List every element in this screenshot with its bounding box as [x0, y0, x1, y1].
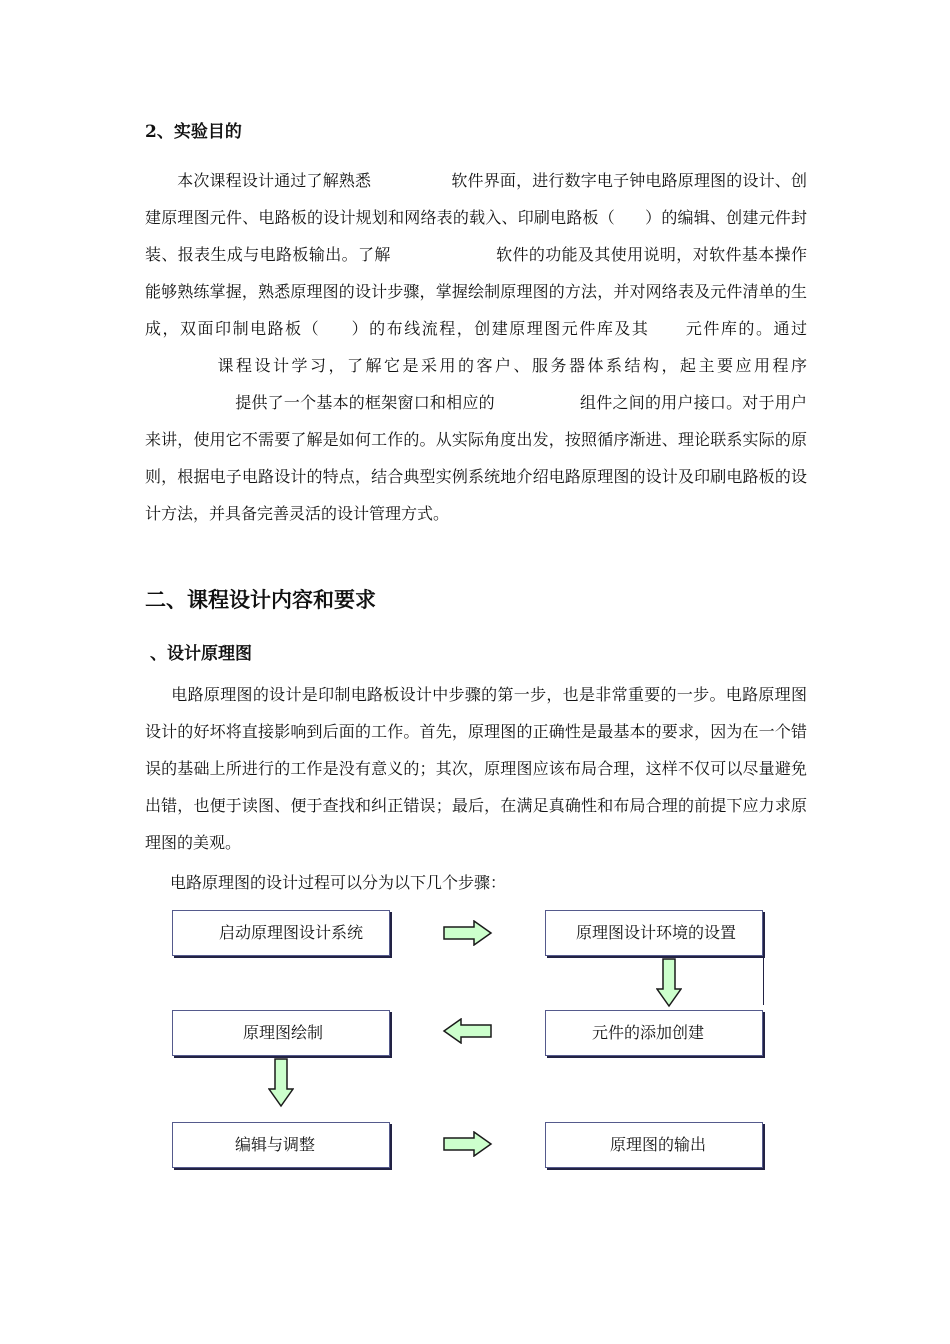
arrow-right-icon	[443, 1131, 493, 1157]
flow-step-draw-schematic	[172, 1010, 390, 1056]
flow-step-add-components	[545, 1010, 763, 1056]
flow-step-label: 启动原理图设计系统	[219, 923, 364, 942]
arrow-down-icon	[656, 958, 682, 1008]
text-run-3: ）的编辑、创建元件封装、报表生成与电路板输出。了解	[145, 208, 807, 264]
section-heading-objective	[145, 120, 242, 144]
text-run-7: 课程设计学习，了解它是采用的客户、服务器体系结构，起主要应用程序	[215, 356, 807, 375]
flow-step-edit-adjust	[172, 1122, 390, 1168]
flow-step-output	[545, 1122, 763, 1168]
flow-step-label: 原理图的输出	[610, 1135, 707, 1154]
text-run-9: 组件之间的用户接口。对于用户来讲，使用它不需要了解是如何工作的。从实际角度出发，按照循序渐进、理论联系实际的原则，根据电子电路设计的特点，结合典型实例系统地介绍电路原理图的设计及印刷电路板的设计方法，并具备完善灵活的设计管理方式。	[145, 393, 807, 523]
section-title-text: 、实验目的	[156, 122, 242, 142]
arrow-right-icon	[443, 920, 493, 946]
chapter-heading: 二、课程设计内容和要求	[145, 587, 376, 612]
subsection-heading: 、设计原理图	[150, 644, 252, 664]
design-paragraph-text: 电路原理图的设计是印制电路板设计中步骤的第一步，也是非常重要的一步。电路原理图设计的好坏将直接影响到后面的工作。首先，原理图的正确性是最基本的要求，因为在一个错误的基础上所进行的工作是没有意义的；其次，原理图应该布局合理，这样不仅可以尽量避免出错，也便于读图、便于查找和纠正错误；最后，在满足真确性和布局合理的前提下应力求原理图的美观。	[145, 685, 807, 852]
text-run-4: 软件的功能及其使用说明，对软件基本操作能够熟练掌握，熟悉原理图的设计步骤，掌握绘制原理图的方法，并对网络表及元件清单的生成，双面印制电路板（	[145, 245, 807, 338]
arrow-down-icon	[268, 1058, 294, 1108]
objective-paragraph	[145, 162, 807, 532]
text-run-2: 软件界面，进行数字电子钟电路原理图的设计、创建原理图元件、电路板的设计规划和网络表的载入、印刷电路板（	[145, 171, 807, 227]
arrow-left-icon	[442, 1018, 492, 1044]
text-run-6: 元件库的。通过	[684, 319, 807, 338]
steps-intro: 电路原理图的设计过程可以分为以下几个步骤：	[170, 873, 507, 892]
flow-step-start-system	[172, 910, 390, 956]
design-paragraph	[145, 676, 807, 861]
flow-step-label: 编辑与调整	[235, 1135, 316, 1154]
text-run-8: 提供了一个基本的框架窗口和相应的	[235, 393, 495, 412]
section-number: 2	[145, 122, 157, 142]
flow-step-label: 元件的添加创建	[592, 1023, 705, 1042]
flow-step-label: 原理图设计环境的设置	[576, 923, 737, 942]
flow-side-line	[763, 955, 764, 1005]
text-run-1: 本次课程设计通过了解熟悉	[177, 171, 372, 190]
flow-step-environment-setup	[545, 910, 763, 956]
flow-step-label: 原理图绘制	[243, 1023, 324, 1042]
text-run-5: ）的布线流程，创建原理图元件库及其	[350, 319, 650, 338]
